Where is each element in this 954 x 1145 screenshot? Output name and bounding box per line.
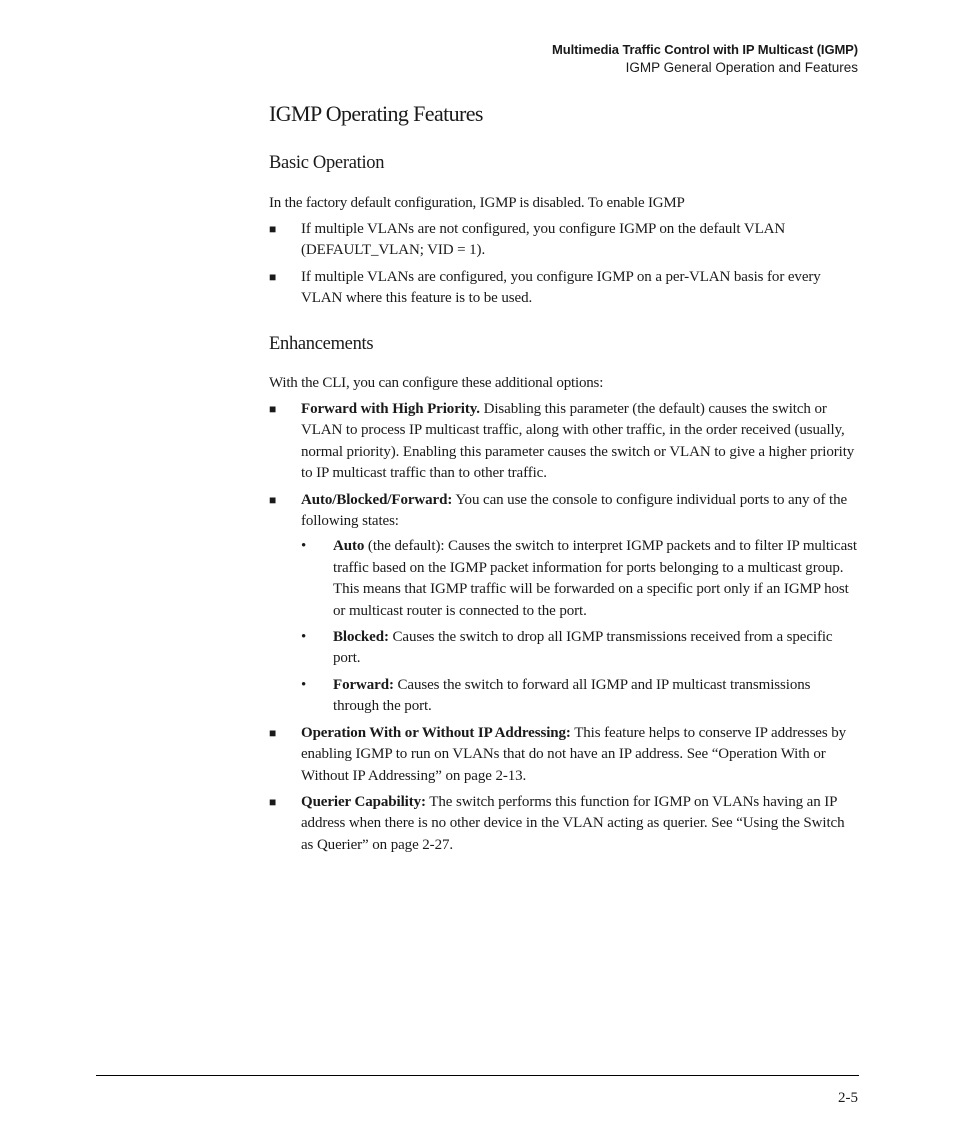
- square-bullet-icon: ■: [269, 725, 277, 740]
- square-bullet-icon: ■: [269, 794, 277, 809]
- sub-item-text: Causes the switch to drop all IGMP transmissions received from a specific port.: [333, 629, 833, 667]
- enhancements-list: [269, 399, 859, 861]
- sub-list-item: [301, 675, 859, 718]
- item-term: Operation With or Without IP Addressing:: [301, 724, 571, 741]
- sub-item-term: Auto: [333, 538, 365, 555]
- sub-list-item: [301, 536, 859, 622]
- list-item-text: If multiple VLANs are not configured, you configure IGMP on the default VLAN (DEFAULT_VLAN; VID = 1).: [301, 221, 786, 259]
- list-item: [269, 792, 859, 856]
- square-bullet-icon: ■: [269, 402, 277, 416]
- enhancements-intro: With the CLI, you can configure these additional options:: [269, 375, 604, 391]
- page-number: 2-5: [838, 1090, 858, 1106]
- list-item: [269, 490, 859, 718]
- item-text: Disabling this parameter (the default) causes the switch or VLAN to process IP multicast traffic, along with other traffic, in the order received (usually, normal priority). Enabling this parameter causes the switch or VLAN to give a higher priority to IP multicast traffic than to other traffic.: [301, 401, 855, 482]
- list-item: [269, 723, 859, 787]
- item-term: Querier Capability:: [301, 793, 426, 810]
- basic-operation-heading: Basic Operation: [269, 153, 385, 173]
- item-term: Forward with High Priority.: [301, 401, 480, 417]
- item-text: You can use the console to configure individual ports to any of the following states:: [301, 491, 848, 530]
- dot-bullet-icon: •: [301, 676, 307, 693]
- square-bullet-icon: ■: [269, 269, 277, 284]
- list-item: [269, 399, 859, 485]
- dot-bullet-icon: •: [301, 538, 307, 555]
- item-term: Auto/Blocked/Forward:: [301, 491, 453, 508]
- running-head-subtitle: IGMP General Operation and Features: [625, 60, 858, 75]
- sub-item-text: (the default): Causes the switch to interpret IGMP packets and to filter IP multicast traffic based on the IGMP packet information for ports belonging to a multicast group. This means that IGMP traffic will be forwarded on a specific port only if an IGMP host or multicast router is connected to the port.: [333, 538, 857, 619]
- dot-bullet-icon: •: [301, 629, 307, 646]
- square-bullet-icon: ■: [269, 222, 277, 236]
- list-item-text: If multiple VLANs are configured, you configure IGMP on a per-VLAN basis for every VLAN where this feature is to be used.: [301, 268, 821, 307]
- section-heading: IGMP Operating Features: [269, 101, 483, 126]
- running-head-title: Multimedia Traffic Control with IP Multicast (IGMP): [552, 42, 858, 57]
- item-text: This feature helps to conserve IP addresses by enabling IGMP to run on VLANs that do not have an IP address. See “Operation With or Without IP Addressing” on page 2-13.: [301, 724, 847, 784]
- list-item: [269, 267, 859, 310]
- basic-operation-intro: In the factory default configuration, IGMP is disabled. To enable IGMP: [269, 195, 685, 211]
- sub-item-text: Causes the switch to forward all IGMP and IP multicast transmissions through the port.: [333, 676, 811, 715]
- item-text: The switch performs this function for IGMP on VLANs having an IP address when there is no other device in the VLAN acting as querier. See “Using the Switch as Querier” on page 2-27.: [301, 793, 845, 853]
- running-head: [552, 41, 858, 77]
- sub-item-term: Forward:: [333, 676, 394, 693]
- sub-item-term: Blocked:: [333, 629, 389, 646]
- enhancements-heading: Enhancements: [269, 334, 374, 354]
- square-bullet-icon: ■: [269, 492, 277, 507]
- sub-list-item: [301, 627, 859, 670]
- basic-operation-list: [269, 219, 859, 315]
- footer-rule: [96, 1075, 859, 1076]
- list-item: [269, 219, 859, 262]
